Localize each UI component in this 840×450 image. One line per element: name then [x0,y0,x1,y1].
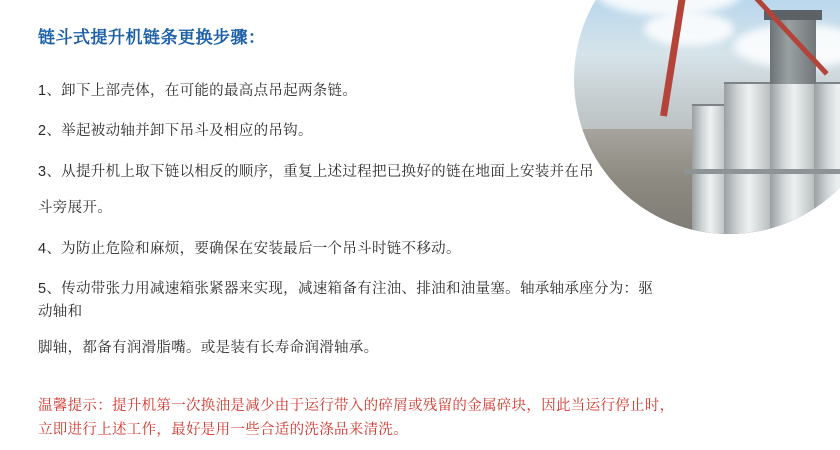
document-content [38,26,675,443]
silo-shape [770,74,814,234]
step-text-continuation: 脚轴，都备有润滑脂嘴。或是装有长寿命润滑轴承。 [38,340,379,357]
step-item: 2、举起被动轴并卸下吊斗及相应的吊钩。 [38,123,313,140]
step-text-continuation: 斗旁展开。 [38,200,112,217]
step-text: 5、传动带张力用减速箱张紧器来实现，减速箱备有注油、排油和油量塞。轴承轴承座分为：驱动轴和 [38,281,654,320]
step-item: 4、为防止危险和麻烦，要确保在安装最后一个吊斗时链不移动。 [38,240,461,257]
page-title: 链斗式提升机链条更换步骤： [38,28,266,47]
step-item: 1、卸下上部壳体，在可能的最高点吊起两条链。 [38,82,358,99]
pipe-shape [684,169,840,174]
warning-note [38,394,798,443]
step-text: 3、从提升机上取下链以相反的顺序，重复上述过程把已换好的链在地面上安装并在吊 [38,163,594,180]
silo-shape [724,82,770,234]
step-item [38,278,658,359]
warning-note-line1: 温馨提示：提升机第一次换油是减少由于运行带入的碎屑或残留的金属碎块，因此当运行停止时， [38,397,675,414]
step-item [38,161,658,220]
warning-note-line2: 立即进行上述工作，最好是用一些合适的洗涤品来清洗。 [38,422,408,439]
silo-shape [814,82,840,234]
